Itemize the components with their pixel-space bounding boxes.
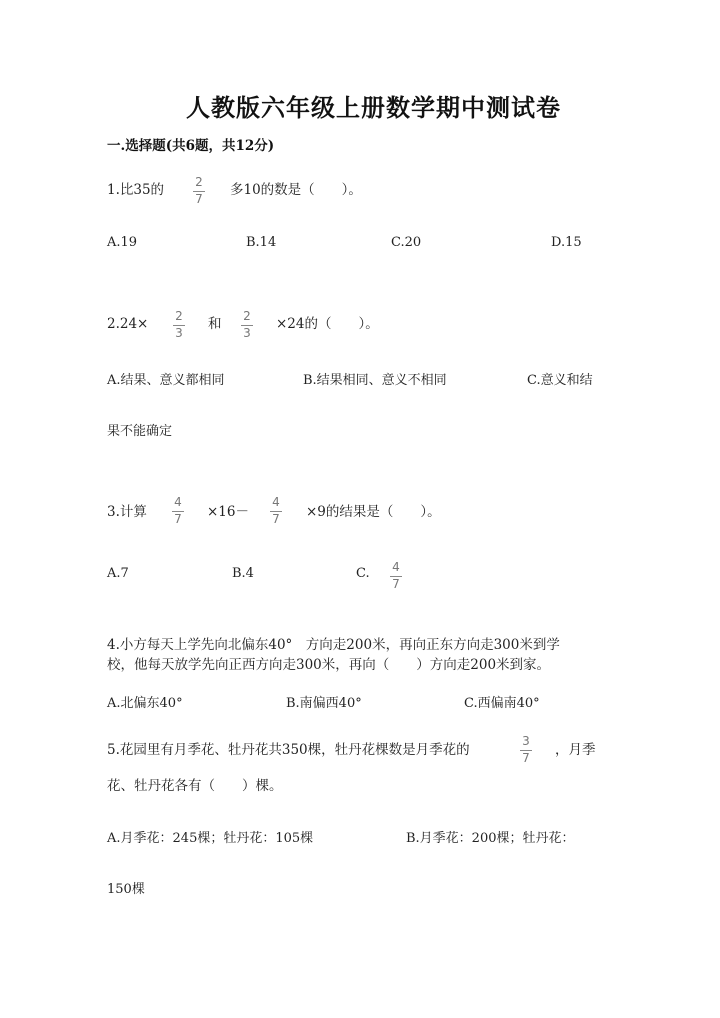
fraction-numerator: 2	[195, 175, 203, 189]
question-3-option-b[interactable]: B.4	[232, 566, 254, 581]
fraction-denominator: 7	[174, 512, 182, 526]
question-2-fraction-2	[241, 310, 253, 340]
question-3-text-part2: ×16－	[207, 504, 249, 520]
question-2-text-part2: 和	[208, 316, 222, 332]
question-1-option-a[interactable]: A.19	[107, 235, 138, 250]
question-5-option-b-continued: 150棵	[107, 882, 145, 897]
question-1-option-c[interactable]: C.20	[391, 235, 422, 250]
question-2-option-c[interactable]: C.意义和结	[527, 373, 593, 388]
question-3-option-a[interactable]: A.7	[107, 566, 129, 581]
question-4-line-2: 校，他每天放学先向正西方向走300米，再向（ ）方向走200米到家。	[107, 657, 551, 673]
fraction-denominator: 7	[392, 577, 400, 591]
question-1-text-part1: 1.比35的	[107, 182, 165, 198]
question-3-text-part1: 3.计算	[107, 504, 147, 520]
question-5-line-2: 花、牡丹花各有（ ）棵。	[107, 778, 283, 794]
section-heading: 一.选择题(共6题，共12分)	[107, 138, 275, 154]
question-2-option-c-continued: 果不能确定	[107, 424, 173, 439]
fraction-numerator: 4	[174, 495, 182, 509]
fraction-denominator: 3	[243, 326, 251, 340]
question-2-text-part1: 2.24×	[107, 316, 149, 332]
question-5-fraction	[520, 735, 532, 765]
fraction-numerator: 4	[392, 560, 400, 574]
question-4-line-1: 4.小方每天上学先向北偏东40° 方向走200米，再向正东方向走300米到学	[107, 637, 560, 653]
question-1-option-b[interactable]: B.14	[246, 235, 277, 250]
fraction-denominator: 7	[522, 751, 530, 765]
fraction-numerator: 2	[175, 309, 183, 323]
question-5-option-b[interactable]: B.月季花：200棵；牡丹花：	[406, 831, 575, 846]
question-1-text-part2: 多10的数是（ ）。	[230, 182, 362, 198]
question-2-option-a[interactable]: A.结果、意义都相同	[107, 373, 225, 388]
question-3-option-c[interactable]: C.	[356, 566, 370, 581]
question-3-text-part3: ×9的结果是（ ）。	[306, 504, 441, 520]
question-3-fraction-1	[172, 496, 184, 526]
question-5-text-part1: 5.花园里有月季花、牡丹花共350棵，牡丹花棵数是月季花的	[107, 742, 470, 758]
fraction-denominator: 3	[175, 326, 183, 340]
question-5-text-part2: ，月季	[555, 742, 596, 758]
fraction-numerator: 2	[243, 309, 251, 323]
question-4-option-a[interactable]: A.北偏东40°	[107, 696, 183, 711]
fraction-denominator: 7	[195, 192, 203, 206]
question-2-text-part3: ×24的（ ）。	[276, 316, 379, 332]
question-3-fraction-2	[270, 496, 282, 526]
question-2-fraction-1	[173, 310, 185, 340]
fraction-numerator: 3	[522, 734, 530, 748]
question-1-fraction	[193, 176, 205, 206]
question-4-option-c[interactable]: C.西偏南40°	[464, 696, 540, 711]
page-title: 人教版六年级上册数学期中测试卷	[186, 93, 561, 122]
question-1-option-d[interactable]: D.15	[551, 235, 582, 250]
fraction-numerator: 4	[272, 495, 280, 509]
question-3-option-c-fraction	[390, 561, 402, 591]
question-5-option-a[interactable]: A.月季花：245棵；牡丹花：105棵	[107, 831, 314, 846]
question-4-option-b[interactable]: B.南偏西40°	[286, 696, 362, 711]
fraction-denominator: 7	[272, 512, 280, 526]
question-2-option-b[interactable]: B.结果相同、意义不相同	[303, 373, 447, 388]
